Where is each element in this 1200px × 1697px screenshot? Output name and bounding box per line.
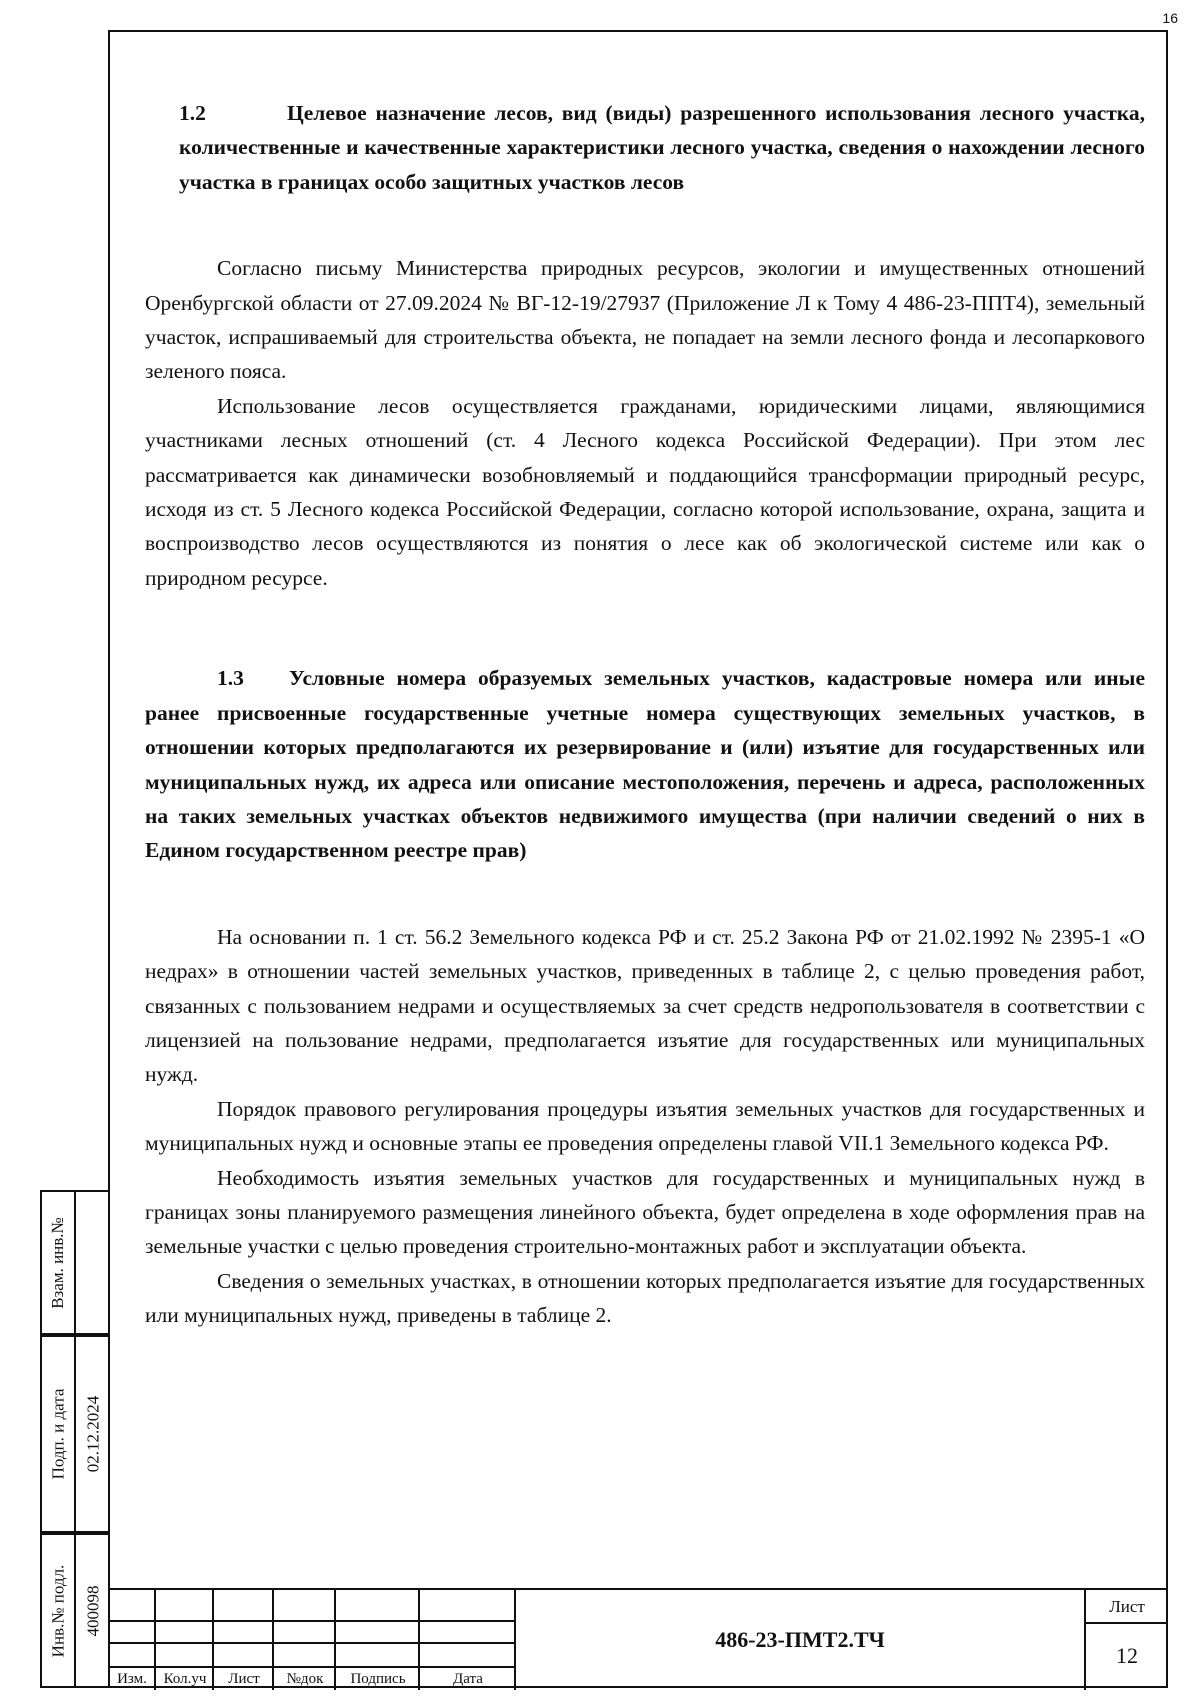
header-list: Лист — [228, 1671, 260, 1687]
section-1-2-heading — [145, 96, 1145, 199]
page-number: 16 — [1162, 10, 1178, 26]
paragraph: Порядок правового регулирования процедуры изъятия земельных участков для государственных и муниципальных нужд и основные этапы ее проведения определены главой VII.1 Земельного кодекса РФ. — [145, 1096, 1145, 1156]
title-block — [108, 1588, 1168, 1688]
section-1-3-heading — [145, 661, 1145, 867]
paragraph: Использование лесов осуществляется гражданами, юридическими лицами, являющимися участниками лесных отношений (ст. 4 Лесного кодекса Российской Федерации). При этом лес рассматривается как динамически возобновляемый и поддающийся трансформации природный ресурс, исходя из ст. 5 Лесного кодекса Российской Федерации, согласно которой использование, охрана, защита и воспроизводство лесов осуществляются из понятия о лесе как об экологической системе или как о природном ресурсе. — [145, 393, 1145, 590]
header-kol-uch: Кол.уч — [163, 1671, 207, 1687]
side-stamp-vzam — [40, 1190, 108, 1335]
revision-grid — [108, 1590, 516, 1690]
paragraph: Сведения о земельных участках, в отношении которых предполагается изъятие для государственных или муниципальных нужд, приведены в таблице 2. — [145, 1268, 1145, 1328]
header-izm: Изм. — [117, 1671, 147, 1687]
inv-label: Инв.№ подл. — [48, 1564, 67, 1657]
section-title: Условные номера образуемых земельных участков, кадастровые номера или иные ранее присвоенные государственные учетные номера существующих земельных участков, в отношении которых предполагаются их резервирование и (или) изъятие для государственных или муниципальных нужд, их адреса или описание местоположения, перечень и адреса, расположенных на таких земельных участках объектов недвижимого имущества (при наличии сведений о них в Едином государственном реестре прав) — [145, 666, 1145, 863]
podp-label: Подп. и дата — [48, 1388, 68, 1480]
sheet-box — [1084, 1590, 1168, 1690]
paragraph: На основании п. 1 ст. 56.2 Земельного кодекса РФ и ст. 25.2 Закона РФ от 21.02.1992 № 2395-1 «О недрах» в отношении частей земельных участков, приведенных в таблице 2, с целью проведения работ, связанных с пользованием недрами и осуществляемых за счет средств недропользователя в соответствии с лицензией на пользование недрами, предполагается изъятие для государственных или муниципальных нужд. — [145, 924, 1145, 1087]
header-ndok: №док — [286, 1671, 324, 1687]
side-stamp-podp — [40, 1335, 108, 1533]
inv-value: 400098 — [83, 1585, 102, 1636]
header-data: Дата — [453, 1671, 483, 1687]
vzam-label: Взам. инв.№ — [48, 1216, 67, 1309]
header-podpis: Подпись — [350, 1671, 406, 1687]
section-number: 1.2 — [179, 101, 206, 125]
sheet-number: 12 — [1116, 1643, 1138, 1668]
paragraph: Необходимость изъятия земельных участков для государственных и муниципальных нужд в границах зоны планируемого размещения линейного объекта, будет определена в ходе оформления прав на земельные участки с целью проведения строительно-монтажных работ и эксплуатации объекта. — [145, 1165, 1145, 1259]
sheet-label: Лист — [1086, 1590, 1168, 1624]
section-number: 1.3 — [217, 666, 244, 691]
side-stamp-inv — [40, 1533, 108, 1688]
document-body — [145, 96, 1145, 1333]
section-title: Целевое назначение лесов, вид (виды) разрешенного использования лесного участка, количественные и качественные характеристики лесного участка, сведения о нахождении лесного участка в границах особо защитных участков лесов — [179, 101, 1145, 194]
paragraph: Согласно письму Министерства природных ресурсов, экологии и имущественных отношений Оренбургской области от 27.09.2024 № ВГ-12-19/27937 (Приложение Л к Тому 4 486-23-ППТ4), земельный участок, испрашиваемый для строительства объекта, не попадает на земли лесного фонда и лесопаркового зеленого пояса. — [145, 256, 1145, 384]
document-code: 486-23-ПМТ2.ТЧ — [715, 1627, 885, 1652]
podp-value: 02.12.2024 — [83, 1395, 102, 1473]
